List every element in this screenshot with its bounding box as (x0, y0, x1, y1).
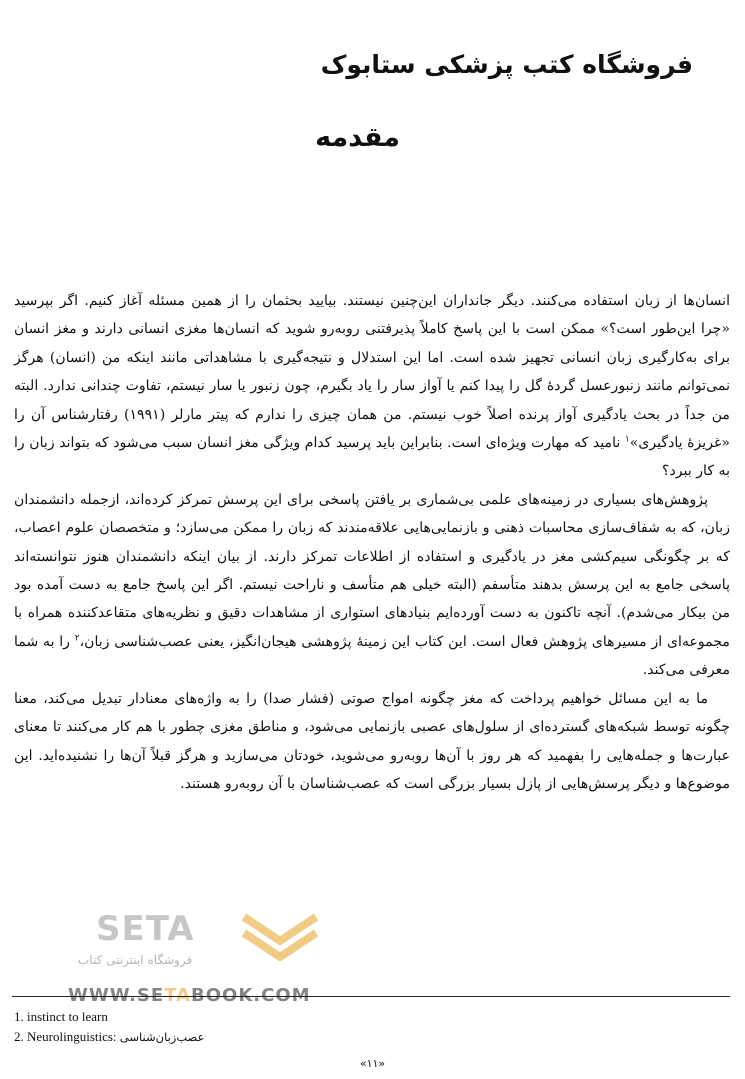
footnote-ref-1[interactable]: ۱ (624, 434, 630, 445)
page-number: «۱۱» (359, 1057, 386, 1070)
watermark (60, 905, 360, 1015)
paragraph-2-tail: را به شما معرفی می‌کند. (14, 633, 730, 679)
footnote-2-en: 2. Neurolinguistics: (14, 1029, 120, 1044)
footnote-ref-2[interactable]: ۲ (74, 633, 80, 644)
paragraph-3: ما به این مسائل خواهیم پرداخت که مغز چگونه امواج صوتی (فشار صدا) را به واژه‌های معنادار تبدیل می‌کند، معنا چگونه توسط شبکه‌های گسترده‌ای از سلول‌های عصبی بازنمایی می‌شود، و مناطق مغزی چطور با هم کار می‌کنند تا معنای عبارت‌ها و جمله‌هایی را بفهمید که هر روز با آن‌ها روبه‌رو می‌شوید، خودتان می‌سازید و هرگز قبلاً آن‌ها را نشنیده‌اید. این موضوع‌ها و دیگر پرسش‌هایی از پازل بسیار بزرگی است که عصب‌شناسان با آن روبه‌رو هستند. (14, 690, 730, 792)
watermark-subtitle: فروشگاه اینترنتی کتاب (78, 953, 193, 967)
paragraph-1 (14, 287, 730, 486)
footnotes (14, 1007, 204, 1047)
footnote-2-fa: عصب‌زبان‌شناسی (119, 1030, 205, 1044)
watermark-logo-text: SETA (96, 909, 195, 949)
paragraph-1-tail: نامید که مهارت ویژه‌ای است. بنابراین باید پرسید کدام ویژگی مغز انسان سبب می‌شود که بتواند زبان را به کار ببرد؟ (14, 435, 730, 480)
watermark-url-accent: TA (164, 985, 192, 1006)
footnote-divider (12, 996, 730, 997)
watermark-chevron-icon (240, 911, 320, 961)
footnote-2 (14, 1027, 204, 1047)
paragraph-2-text: پژوهش‌های بسیاری در زمینه‌های علمی بی‌شماری بر یافتن پاسخی برای این پرسش تمرکز کرده‌اند، ازجمله دانشمندان زبان، که به شفاف‌سازی محاسبات ذهنی و بازنمایی‌هایی علاقه‌مندند که زبان را ممکن می‌سازد؛ و متخصصان علوم اعصاب، که بر چگونگی سیم‌کشی مغز در یادگیری و استفاده از اطلاعات تمرکز دارند. از بیان اینکه دانشمندان هنوز نتوانسته‌اند پاسخی جامع به این پرسش بدهند متأسفم (البته خیلی هم متأسف و ناراحت نیستم. اگر این پاسخ جامع به دست آمده بود من بیکار می‌شدم). آنچه تاکنون به دست آورده‌ایم بنیادهای استواری از مشاهدات دقیق و نظریه‌های متقاعدکننده همراه با مجموعه‌ای از مسیرهای پژوهش فعال است. این کتاب این زمینهٔ پژوهشی هیجان‌انگیز، یعنی عصب‌شناسی زبان، (14, 491, 730, 650)
watermark-url-suffix: BOOK.COM (191, 985, 311, 1006)
paragraph-2 (14, 486, 730, 685)
watermark-url-prefix: WWW.SE (68, 985, 165, 1006)
page-title: مقدمه (315, 122, 400, 153)
body-text (14, 287, 730, 798)
paragraph-1-text: انسان‌ها از زبان استفاده می‌کنند. دیگر جانداران این‌چنین نیستند. بیایید بحثمان را از همین مسئله آغاز کنیم. اگر بپرسید «چرا این‌طور است؟» ممکن است با این پاسخ کاملاً پذیرفتنی روبه‌رو شوید که انسان‌ها مغزی انسانی دارند و مغز انسان برای به‌کارگیری زبان انسانی تجهیز شده است. اما این استدلال و نتیجه‌گیری با مشاهداتی مانند اینکه من (انسان) هرگز نمی‌توانم مانند زنبورعسل گردهٔ گل را پیدا کنم یا آواز سار را یاد بگیرم، چون زنبور یا سار نیستم، تفاوت چندانی ندارد. البته من جداً در بحث یادگیری آواز پرنده اصلاً خوب نیستم. من همان چیزی را ندارم که پیتر مارلر (۱۹۹۱) رفتارشناس آن را «غریزهٔ یادگیری» (14, 293, 730, 452)
store-title: فروشگاه کتب پزشکی ستابوک (320, 50, 693, 79)
footnote-1: 1. instinct to learn (14, 1009, 108, 1024)
